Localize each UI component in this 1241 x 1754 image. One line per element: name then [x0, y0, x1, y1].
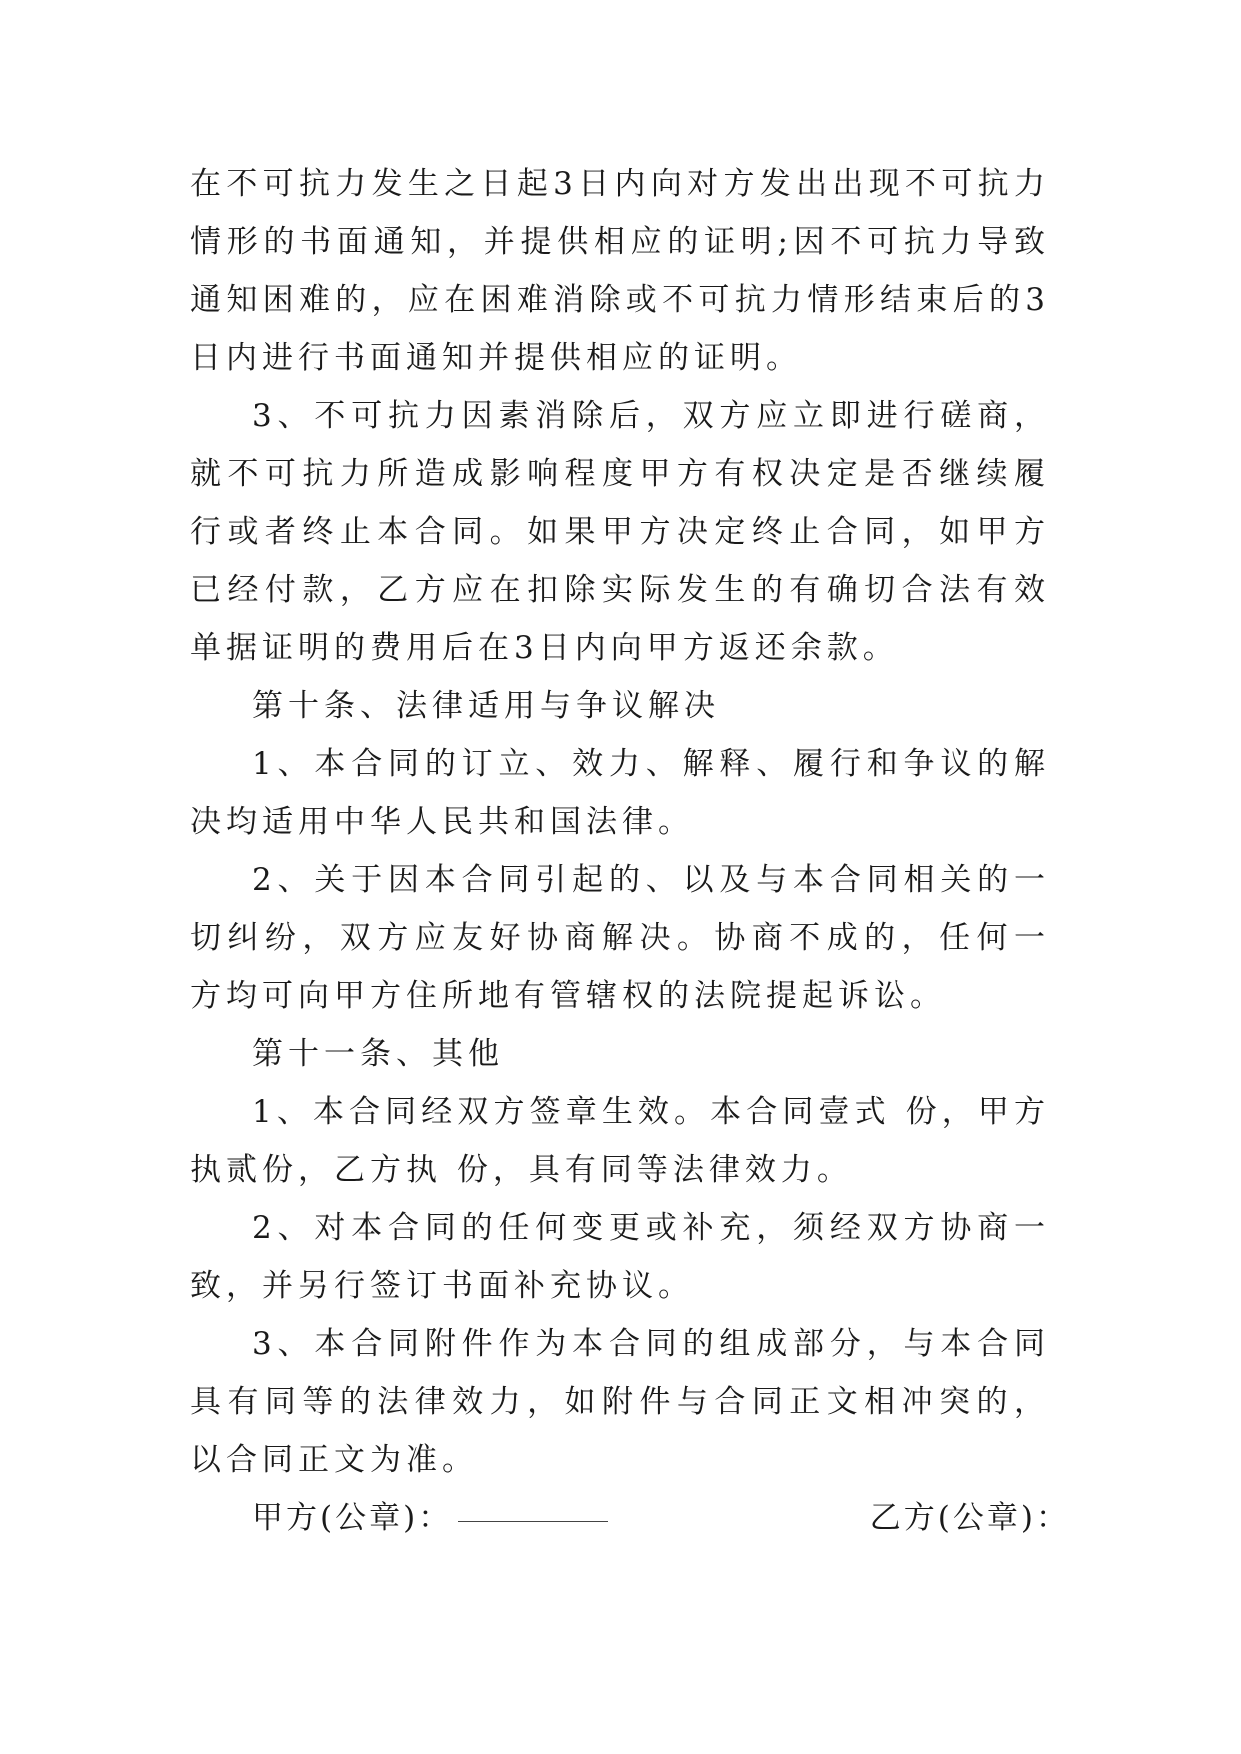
paragraph-force-majeure-consultation: 3、不可抗力因素消除后，双方应立即进行磋商，就不可抗力所造成影响程度甲方有权决定是否继续履行或者终止本合同。如果甲方决定终止合同，如甲方已经付款，乙方应在扣除实际发生的有确切合法有效单据证明的费用后在3日内向甲方返还余款。: [190, 398, 1050, 666]
document-page: [190, 155, 1070, 1547]
party-a-label: 甲方(公章)：: [252, 1500, 453, 1536]
section-heading-article-10: 第十条、法律适用与争议解决: [252, 688, 720, 724]
paragraph-dispute-resolution: 2、关于因本合同引起的、以及与本合同相关的一切纠纷，双方应友好协商解决。协商不成的，任何一方均可向甲方住所地有管辖权的法院提起诉讼。: [190, 862, 1050, 1014]
party-a-signature: [252, 1489, 608, 1547]
paragraph-force-majeure-notice: 在不可抗力发生之日起3日内向对方发出出现不可抗力情形的书面通知，并提供相应的证明;因不可抗力导致通知困难的，应在困难消除或不可抗力情形结束后的3日内进行书面通知并提供相应的证明。: [190, 166, 1050, 376]
party-b-signature: [870, 1489, 1070, 1547]
paragraph-amendments: 2、对本合同的任何变更或补充，须经双方协商一致，并另行签订书面补充协议。: [190, 1210, 1050, 1304]
paragraph-governing-law: 1、本合同的订立、效力、解释、履行和争议的解决均适用中华人民共和国法律。: [190, 746, 1050, 840]
section-heading-article-11: 第十一条、其他: [252, 1036, 504, 1072]
paragraph-copies: 1、本合同经双方签章生效。本合同壹式 份，甲方执贰份，乙方执 份，具有同等法律效力。: [190, 1094, 1050, 1188]
party-b-label: 乙方(公章)：: [869, 1500, 1070, 1536]
paragraph-attachments: 3、本合同附件作为本合同的组成部分，与本合同具有同等的法律效力，如附件与合同正文相冲突的，以合同正文为准。: [190, 1326, 1050, 1478]
signature-row: [190, 1489, 1070, 1547]
party-a-signature-line: [458, 1520, 608, 1522]
